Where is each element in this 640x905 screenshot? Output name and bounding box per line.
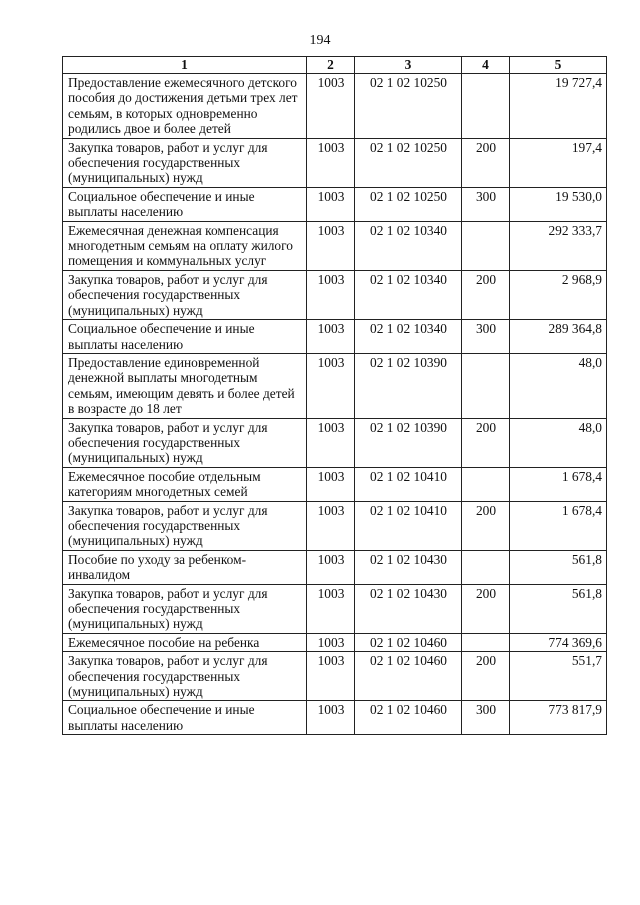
cell-amount: 551,7: [510, 652, 607, 701]
cell-target-code: 02 1 02 10460: [355, 633, 462, 651]
cell-expense-type: 200: [462, 652, 510, 701]
cell-item-name: Социальное обеспечение и иные выплаты населению: [63, 187, 307, 221]
cell-section-code: 1003: [307, 652, 355, 701]
cell-section-code: 1003: [307, 138, 355, 187]
cell-target-code: 02 1 02 10460: [355, 701, 462, 735]
cell-target-code: 02 1 02 10340: [355, 270, 462, 319]
table-body: [63, 74, 607, 735]
page-number: 194: [309, 33, 331, 48]
cell-target-code: 02 1 02 10250: [355, 74, 462, 139]
cell-section-code: 1003: [307, 187, 355, 221]
cell-item-name: Пособие по уходу за ребенком-инвалидом: [63, 550, 307, 584]
column-header-5: 5: [510, 57, 607, 74]
table-row: [63, 633, 607, 651]
cell-section-code: 1003: [307, 74, 355, 139]
cell-amount: 48,0: [510, 418, 607, 467]
cell-item-name: Социальное обеспечение и иные выплаты населению: [63, 701, 307, 735]
cell-section-code: 1003: [307, 221, 355, 270]
cell-amount: 2 968,9: [510, 270, 607, 319]
cell-section-code: 1003: [307, 353, 355, 418]
cell-amount: 774 369,6: [510, 633, 607, 651]
cell-item-name: Закупка товаров, работ и услуг для обеспечения государственных (муниципальных) нужд: [63, 584, 307, 633]
cell-section-code: 1003: [307, 701, 355, 735]
table-row: [63, 501, 607, 550]
table-row: [63, 221, 607, 270]
cell-expense-type: [462, 633, 510, 651]
cell-target-code: 02 1 02 10410: [355, 501, 462, 550]
cell-item-name: Социальное обеспечение и иные выплаты населению: [63, 320, 307, 354]
cell-item-name: Ежемесячное пособие на ребенка: [63, 633, 307, 651]
cell-expense-type: 200: [462, 270, 510, 319]
cell-item-name: Закупка товаров, работ и услуг для обеспечения государственных (муниципальных) нужд: [63, 501, 307, 550]
table-row: [63, 652, 607, 701]
cell-target-code: 02 1 02 10430: [355, 584, 462, 633]
cell-section-code: 1003: [307, 270, 355, 319]
cell-expense-type: 200: [462, 138, 510, 187]
cell-item-name: Закупка товаров, работ и услуг для обеспечения государственных (муниципальных) нужд: [63, 418, 307, 467]
budget-table: [62, 56, 607, 735]
table-row: [63, 74, 607, 139]
cell-section-code: 1003: [307, 501, 355, 550]
cell-target-code: 02 1 02 10390: [355, 353, 462, 418]
table-header-row: [63, 57, 607, 74]
cell-target-code: 02 1 02 10410: [355, 467, 462, 501]
cell-expense-type: [462, 550, 510, 584]
cell-item-name: Ежемесячное пособие отдельным категориям многодетных семей: [63, 467, 307, 501]
cell-amount: 1 678,4: [510, 501, 607, 550]
table-row: [63, 138, 607, 187]
cell-amount: 773 817,9: [510, 701, 607, 735]
cell-target-code: 02 1 02 10340: [355, 320, 462, 354]
cell-section-code: 1003: [307, 550, 355, 584]
cell-expense-type: 300: [462, 320, 510, 354]
cell-target-code: 02 1 02 10250: [355, 187, 462, 221]
cell-amount: 19 727,4: [510, 74, 607, 139]
cell-expense-type: [462, 221, 510, 270]
cell-item-name: Закупка товаров, работ и услуг для обеспечения государственных (муниципальных) нужд: [63, 270, 307, 319]
cell-item-name: Закупка товаров, работ и услуг для обеспечения государственных (муниципальных) нужд: [63, 138, 307, 187]
cell-amount: 292 333,7: [510, 221, 607, 270]
table-row: [63, 418, 607, 467]
column-header-2: 2: [307, 57, 355, 74]
cell-target-code: 02 1 02 10340: [355, 221, 462, 270]
cell-expense-type: [462, 467, 510, 501]
cell-expense-type: 300: [462, 701, 510, 735]
cell-expense-type: [462, 353, 510, 418]
table-row: [63, 467, 607, 501]
cell-target-code: 02 1 02 10460: [355, 652, 462, 701]
cell-target-code: 02 1 02 10390: [355, 418, 462, 467]
cell-expense-type: 200: [462, 418, 510, 467]
cell-expense-type: 200: [462, 501, 510, 550]
cell-item-name: Закупка товаров, работ и услуг для обеспечения государственных (муниципальных) нужд: [63, 652, 307, 701]
cell-amount: 19 530,0: [510, 187, 607, 221]
cell-section-code: 1003: [307, 418, 355, 467]
column-header-3: 3: [355, 57, 462, 74]
cell-section-code: 1003: [307, 633, 355, 651]
table-row: [63, 701, 607, 735]
cell-amount: 561,8: [510, 550, 607, 584]
cell-section-code: 1003: [307, 320, 355, 354]
cell-section-code: 1003: [307, 467, 355, 501]
table-row: [63, 320, 607, 354]
cell-target-code: 02 1 02 10250: [355, 138, 462, 187]
cell-target-code: 02 1 02 10430: [355, 550, 462, 584]
table-row: [63, 550, 607, 584]
cell-amount: 197,4: [510, 138, 607, 187]
table-row: [63, 584, 607, 633]
column-header-4: 4: [462, 57, 510, 74]
table-row: [63, 270, 607, 319]
cell-amount: 289 364,8: [510, 320, 607, 354]
cell-item-name: Предоставление единовременной денежной выплаты многодетным семьям, имеющим девять и более детей в возрасте до 18 лет: [63, 353, 307, 418]
cell-expense-type: 300: [462, 187, 510, 221]
cell-amount: 561,8: [510, 584, 607, 633]
table-row: [63, 187, 607, 221]
cell-amount: 1 678,4: [510, 467, 607, 501]
table-row: [63, 353, 607, 418]
cell-item-name: Предоставление ежемесячного детского пособия до достижения детьми трех лет семьям, в которых одновременно родились двое и более детей: [63, 74, 307, 139]
cell-amount: 48,0: [510, 353, 607, 418]
cell-expense-type: [462, 74, 510, 139]
cell-section-code: 1003: [307, 584, 355, 633]
cell-expense-type: 200: [462, 584, 510, 633]
cell-item-name: Ежемесячная денежная компенсация многодетным семьям на оплату жилого помещения и коммунальных услуг: [63, 221, 307, 270]
column-header-1: 1: [63, 57, 307, 74]
